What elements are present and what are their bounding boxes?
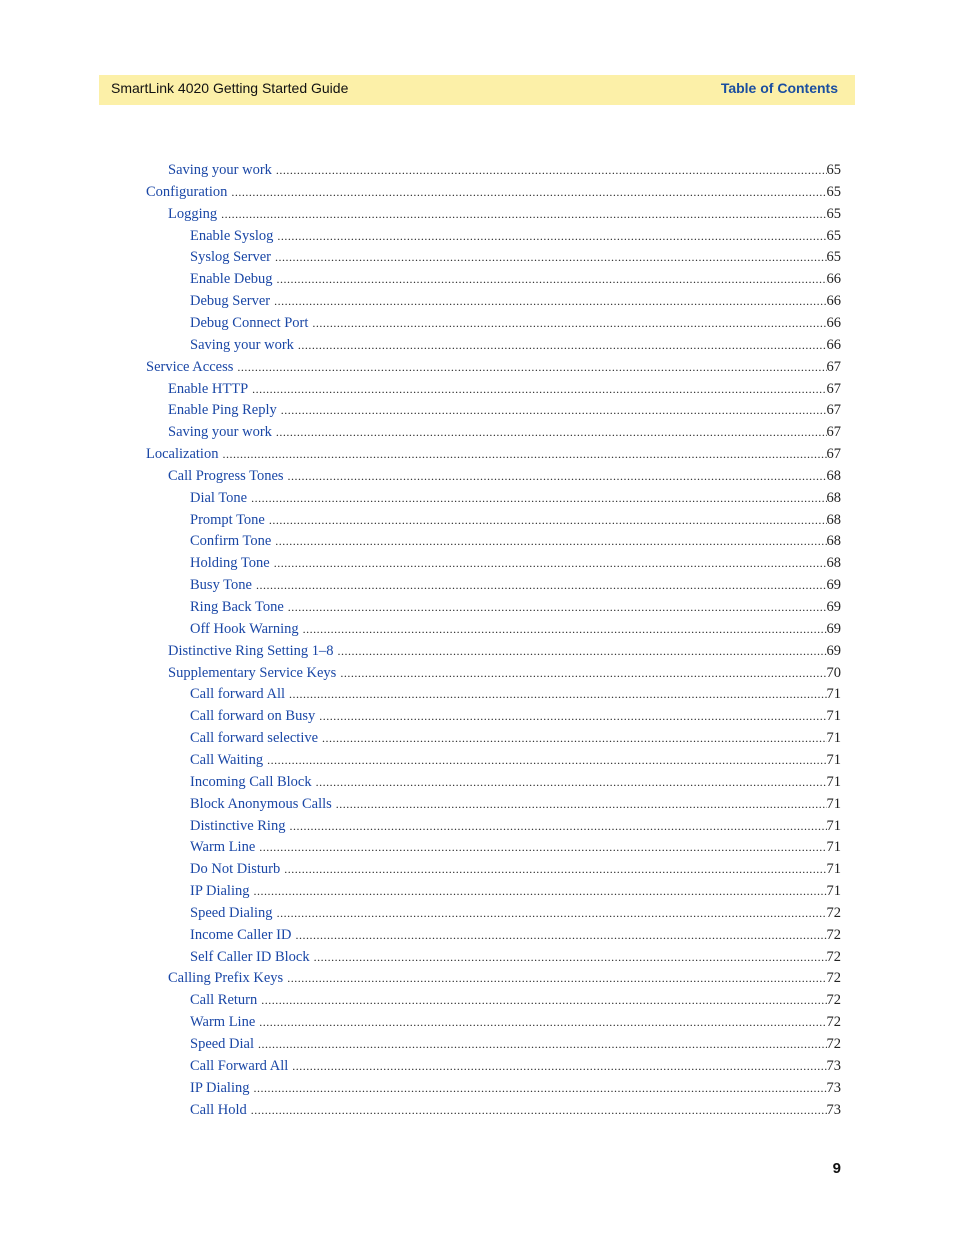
toc-entry-page: 69 (826, 620, 841, 637)
toc-entry-page: 65 (826, 162, 841, 178)
toc-entry[interactable] (190, 708, 841, 729)
toc-entry[interactable] (190, 315, 841, 336)
dot-leader (288, 600, 827, 615)
toc-entry[interactable] (190, 796, 841, 817)
toc-entry-label: Call Return (190, 992, 258, 1009)
dot-leader (258, 1037, 826, 1052)
toc-entry-label: Dial Tone (190, 489, 248, 506)
toc-entry-label: Enable Debug (190, 271, 273, 288)
toc-entry-page: 67 (826, 358, 841, 375)
dot-leader (251, 491, 826, 506)
toc-entry-page: 68 (826, 489, 841, 506)
toc-entry-label: Call Waiting (190, 751, 264, 768)
toc-entry-label: Supplementary Service Keys (168, 664, 337, 681)
toc-entry-page: 73 (826, 1079, 841, 1096)
toc-entry-label: Call Hold (190, 1101, 247, 1118)
toc-entry[interactable] (190, 490, 841, 511)
dot-leader (221, 207, 826, 222)
dot-leader (251, 1103, 827, 1118)
toc-entry-label: Call forward on Busy (190, 708, 316, 725)
toc-entry[interactable] (168, 970, 841, 991)
toc-entry-label: Prompt Tone (190, 511, 265, 528)
toc-entry-label: Do Not Disturb (190, 861, 281, 878)
toc-entry[interactable] (190, 533, 841, 554)
toc-entry-page: 71 (826, 773, 841, 790)
toc-entry[interactable] (190, 228, 841, 249)
toc-entry-label: Off Hook Warning (190, 620, 299, 637)
dot-leader (289, 687, 826, 702)
dot-leader (303, 622, 827, 637)
dot-leader (312, 316, 826, 331)
toc-entry-page: 72 (826, 948, 841, 965)
toc-entry[interactable] (190, 992, 841, 1013)
toc-entry[interactable] (190, 883, 841, 904)
toc-entry[interactable] (190, 905, 841, 926)
toc-entry-page: 71 (826, 751, 841, 768)
dot-leader (275, 534, 826, 549)
toc-entry-page: 72 (826, 1014, 841, 1031)
dot-leader (277, 229, 826, 244)
dot-leader (277, 272, 827, 287)
toc-entry[interactable] (190, 839, 841, 860)
toc-entry-page: 72 (826, 904, 841, 921)
toc-entry-page: 71 (826, 883, 841, 900)
toc-entry-label: Warm Line (190, 1014, 256, 1031)
dot-leader (274, 556, 827, 571)
toc-entry[interactable] (190, 818, 841, 839)
toc-entry[interactable] (190, 774, 841, 795)
toc-entry[interactable] (168, 206, 841, 227)
toc-entry-label: Service Access (146, 358, 234, 375)
toc-entry[interactable] (190, 293, 841, 314)
dot-leader (222, 447, 826, 462)
toc-entry-label: Confirm Tone (190, 533, 272, 550)
toc-entry-page: 71 (826, 817, 841, 834)
toc-entry-page: 70 (826, 664, 841, 681)
toc-entry-label: Ring Back Tone (190, 599, 284, 615)
toc-entry-page: 67 (826, 424, 841, 441)
toc-entry-label: IP Dialing (190, 883, 250, 900)
toc-entry-label: Block Anonymous Calls (190, 795, 332, 812)
toc-entry-label: Busy Tone (190, 577, 252, 594)
toc-entry-page: 71 (826, 730, 841, 747)
toc-entry[interactable] (190, 1080, 841, 1101)
toc-entry[interactable] (190, 927, 841, 948)
toc-entry[interactable] (190, 1102, 841, 1123)
toc-entry[interactable] (168, 402, 841, 423)
dot-leader (284, 862, 826, 877)
dot-leader (275, 250, 827, 265)
toc-entry-page: 65 (826, 183, 841, 200)
toc-entry-label: Speed Dialing (190, 904, 273, 921)
toc-entry[interactable] (190, 512, 841, 533)
toc-entry-label: Incoming Call Block (190, 773, 312, 790)
dot-leader (298, 338, 827, 353)
toc-entry-page: 66 (826, 293, 841, 310)
toc-entry-label: Configuration (146, 183, 228, 200)
toc-entry-label: Holding Tone (190, 555, 270, 572)
toc-entry-label: Logging (168, 205, 218, 222)
toc-entry[interactable] (146, 184, 841, 205)
toc-entry-label: Speed Dial (190, 1036, 255, 1052)
toc-entry[interactable] (190, 337, 841, 358)
dot-leader (295, 928, 826, 943)
section-title: Table of Contents (720, 80, 838, 96)
toc-entry[interactable] (168, 468, 841, 489)
toc-entry-page: 68 (826, 555, 841, 572)
toc-entry-page: 72 (826, 926, 841, 943)
toc-entry[interactable] (168, 162, 841, 183)
toc-entry-page: 71 (826, 708, 841, 725)
toc-entry[interactable] (146, 359, 841, 380)
toc-entry-page: 67 (826, 380, 841, 397)
toc-entry[interactable] (168, 665, 841, 686)
dot-leader (274, 294, 826, 309)
dot-leader (253, 1081, 826, 1096)
toc-entry-page: 65 (826, 205, 841, 222)
toc-entry-page: 68 (826, 511, 841, 528)
dot-leader (322, 731, 826, 746)
document-title: SmartLink 4020 Getting Started Guide (111, 80, 349, 96)
dot-leader (253, 884, 826, 899)
page-number: 9 (832, 1160, 841, 1177)
toc-entry[interactable] (190, 249, 841, 270)
toc-entry[interactable] (190, 730, 841, 751)
toc-entry-label: IP Dialing (190, 1079, 250, 1096)
toc-entry[interactable] (190, 752, 841, 773)
dot-leader (261, 993, 826, 1008)
dot-leader (276, 425, 827, 440)
toc-entry[interactable] (146, 446, 841, 467)
dot-leader (289, 819, 826, 834)
toc-entry[interactable] (190, 949, 841, 970)
dot-leader (281, 403, 827, 418)
toc-entry[interactable] (190, 1058, 841, 1079)
dot-leader (267, 753, 826, 768)
toc-entry-label: Localization (146, 446, 219, 463)
toc-entry-label: Call forward All (190, 686, 286, 703)
toc-entry-page: 66 (826, 271, 841, 288)
toc-entry[interactable] (190, 621, 841, 642)
dot-leader (276, 163, 827, 178)
toc-entry-label: Distinctive Ring Setting 1–8 (168, 642, 334, 659)
dot-leader (338, 644, 827, 659)
toc-entry-page: 68 (826, 467, 841, 484)
toc-entry-label: Debug Connect Port (190, 314, 309, 331)
toc-entry-page: 71 (826, 839, 841, 856)
toc-entry-label: Call Forward All (190, 1057, 289, 1074)
toc-entry-label: Call forward selective (190, 730, 319, 747)
toc-entry[interactable] (190, 1036, 841, 1057)
toc-entry-page: 72 (826, 1036, 841, 1052)
toc-entry[interactable] (168, 381, 841, 402)
toc-entry[interactable] (190, 577, 841, 598)
toc-entry-label: Self Caller ID Block (190, 948, 310, 965)
toc-entry-page: 67 (826, 446, 841, 463)
toc-entry-page: 71 (826, 795, 841, 812)
toc-entry-page: 68 (826, 533, 841, 550)
toc-entry-page: 67 (826, 402, 841, 419)
toc-entry-page: 72 (826, 970, 841, 987)
toc-entry[interactable] (190, 271, 841, 292)
dot-leader (340, 666, 826, 681)
toc-entry-label: Call Progress Tones (168, 467, 284, 484)
toc-entry-label: Enable HTTP (168, 380, 249, 397)
toc-entry[interactable] (168, 424, 841, 445)
dot-leader (316, 775, 827, 790)
toc-entry-label: Enable Ping Reply (168, 402, 277, 419)
dot-leader (252, 382, 826, 397)
toc-entry-page: 65 (826, 227, 841, 244)
dot-leader (288, 469, 827, 484)
toc-entry-page: 69 (826, 577, 841, 594)
toc-entry[interactable] (190, 861, 841, 882)
toc-entry-page: 65 (826, 249, 841, 266)
toc-entry[interactable] (190, 1014, 841, 1035)
toc-entry-label: Income Caller ID (190, 926, 292, 943)
toc-entry-label: Calling Prefix Keys (168, 970, 284, 987)
dot-leader (259, 1015, 826, 1030)
toc-entry-label: Distinctive Ring (190, 817, 286, 834)
toc-entry-page: 71 (826, 861, 841, 878)
toc-entry[interactable] (168, 643, 841, 664)
dot-leader (269, 513, 827, 528)
toc-entry-page: 69 (826, 599, 841, 615)
toc-entry[interactable] (190, 555, 841, 576)
toc-entry[interactable] (190, 599, 841, 620)
toc-entry-page: 73 (826, 1057, 841, 1074)
toc-entry-page: 72 (826, 992, 841, 1009)
dot-leader (237, 360, 826, 375)
dot-leader (256, 578, 827, 593)
toc-entry-label: Saving your work (190, 336, 294, 353)
toc-entry[interactable] (190, 686, 841, 707)
toc-entry-page: 71 (826, 686, 841, 703)
toc-entry-label: Enable Syslog (190, 227, 274, 244)
toc-entry-label: Syslog Server (190, 249, 271, 266)
toc-entry-page: 73 (826, 1101, 841, 1118)
dot-leader (259, 840, 826, 855)
running-header (99, 75, 855, 105)
dot-leader (287, 971, 826, 986)
dot-leader (336, 797, 827, 812)
toc-entry-label: Warm Line (190, 839, 256, 856)
dot-leader (319, 709, 826, 724)
dot-leader (277, 906, 827, 921)
toc-entry-label: Saving your work (168, 424, 272, 441)
toc-entry-page: 69 (826, 642, 841, 659)
dot-leader (292, 1059, 826, 1074)
dot-leader (314, 950, 827, 965)
toc-entry-label: Saving your work (168, 162, 272, 178)
dot-leader (231, 185, 826, 200)
toc-entry-page: 66 (826, 336, 841, 353)
toc-entry-label: Debug Server (190, 293, 271, 310)
toc-entry-page: 66 (826, 314, 841, 331)
